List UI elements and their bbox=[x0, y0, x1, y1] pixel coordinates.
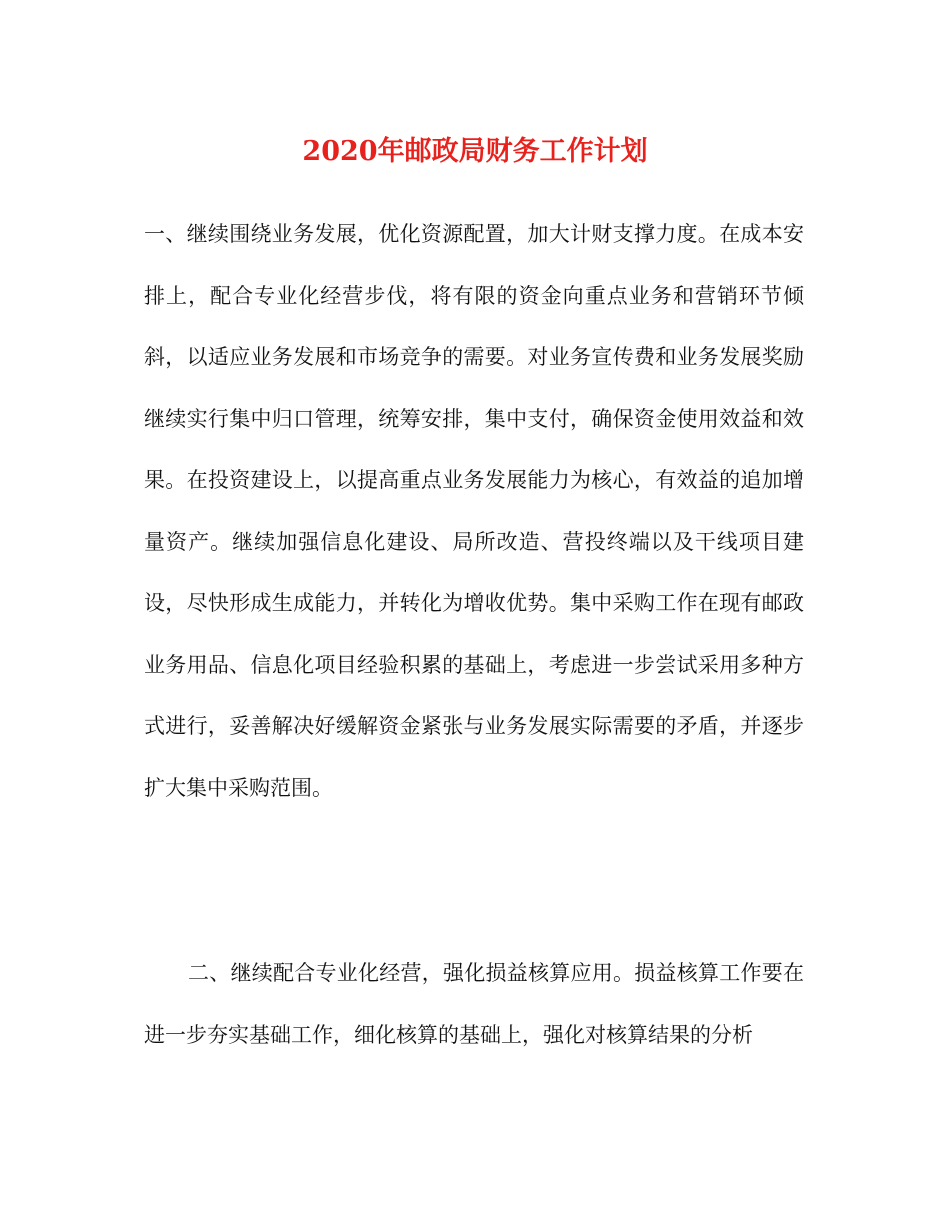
paragraph-1: 一、继续围绕业务发展，优化资源配置，加大计财支撑力度。在成本安排上，配合专业化经营步伐，将有限的资金向重点业务和营销环节倾斜，以适应业务发展和市场竞争的需要。对业务宣传费和业务发展奖励继续实行集中归口管理，统筹安排，集中支付，确保资金使用效益和效果。在投资建设上，以提高重点业务发展能力为核心，有效益的追加增量资产。继续加强信息化建设、局所改造、营投终端以及干线项目建设，尽快形成生成能力，并转化为增收优势。集中采购工作在现有邮政业务用品、信息化项目经验积累的基础上，考虑进一步尝试采用多种方式进行，妥善解决好缓解资金紧张与业务发展实际需要的矛盾，并逐步扩大集中采购范围。 bbox=[144, 222, 804, 800]
document-title: 2020年邮政局财务工作计划 bbox=[302, 136, 648, 167]
paragraph-2: 二、继续配合专业化经营，强化损益核算应用。损益核算工作要在进一步夯实基础工作，细化核算的基础上，强化对核算结果的分析 bbox=[144, 961, 804, 1047]
